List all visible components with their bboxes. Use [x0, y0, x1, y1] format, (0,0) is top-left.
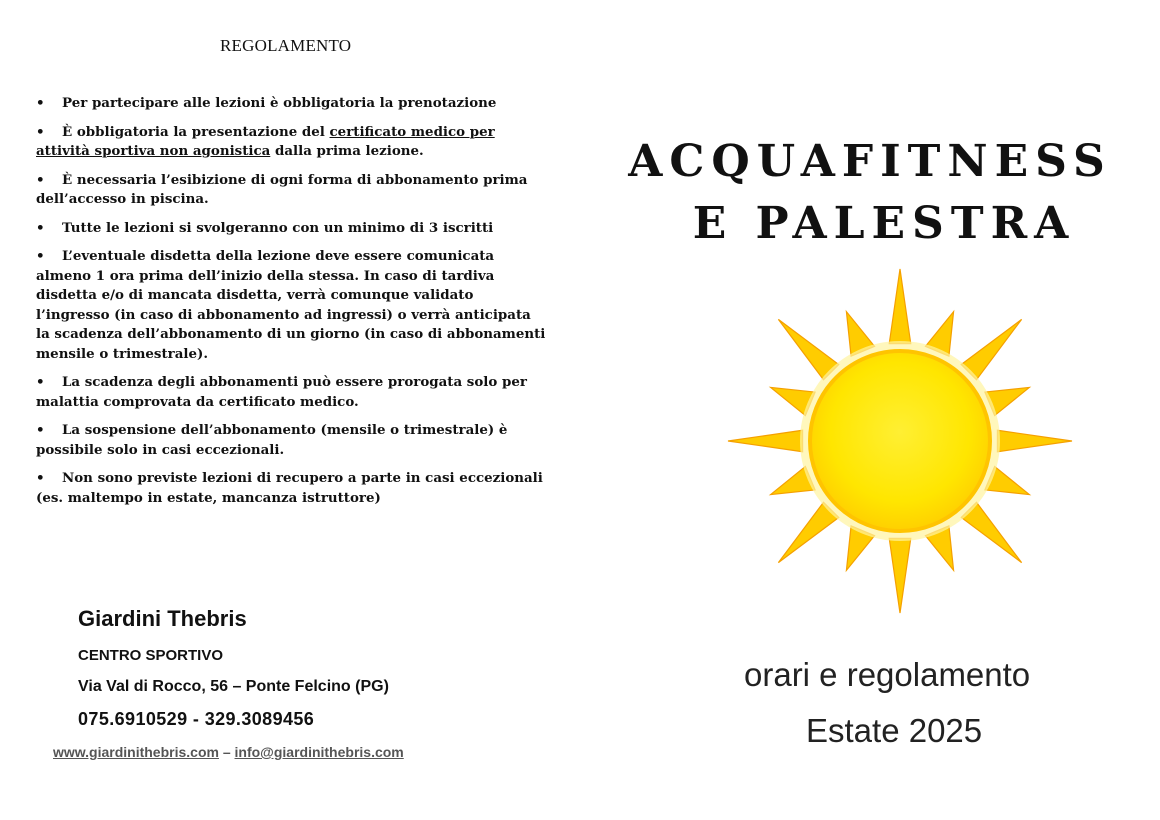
- bullet-icon: •: [36, 171, 45, 188]
- rule-item: • Per partecipare alle lezioni è obbligatoria la prenotazione: [36, 94, 548, 114]
- cover-season: Estate 2025: [806, 712, 983, 749]
- sun-core: [810, 351, 990, 531]
- bullet-icon: •: [36, 422, 45, 438]
- contact-links: [53, 744, 404, 760]
- venue-address: Via Val di Rocco, 56 – Ponte Felcino (PG): [78, 678, 389, 695]
- rule-item: • È obbligatoria la presentazione del certificato medico per attività sportiva non agonistica dalla prima lezione.: [36, 123, 495, 159]
- rule-item: • Tutte le lezioni si svolgeranno con un minimo di 3 iscritti: [36, 219, 548, 239]
- sun-icon: [725, 266, 1075, 616]
- email-link[interactable]: info@giardinithebris.com: [234, 744, 404, 760]
- bullet-icon: •: [36, 123, 45, 140]
- sun-ray: [728, 430, 803, 452]
- bullet-icon: •: [36, 248, 45, 264]
- bullet-icon: •: [36, 374, 45, 390]
- rule-item: • È necessaria l’esibizione di ogni forma di abbonamento prima dell’accesso in piscina.: [36, 171, 528, 207]
- cover-subtitle: orari e regolamento: [744, 656, 1031, 693]
- regolamento-title: REGOLAMENTO: [220, 36, 352, 55]
- certificate-requirement: certificato medico per attività sportiva non agonistica: [36, 123, 495, 159]
- bullet-icon: •: [36, 95, 45, 111]
- venue-name: Giardini Thebris: [78, 606, 247, 631]
- website-link[interactable]: www.giardinithebris.com: [53, 744, 219, 760]
- bullet-icon: •: [36, 470, 45, 486]
- venue-phones: 075.6910529 - 329.3089456: [78, 709, 315, 729]
- venue-subtitle: CENTRO SPORTIVO: [78, 647, 224, 664]
- rule-item: • La scadenza degli abbonamenti può essere prorogata solo per malattia comprovata da certificato medico.: [36, 374, 527, 410]
- cover-page: [580, 0, 1160, 820]
- link-separator: –: [222, 744, 231, 760]
- rule-item: • L’eventuale disdetta della lezione deve essere comunicata almeno 1 ora prima dell’inizio della stessa. In caso di tardiva disdetta e/o di mancata disdetta, verrà comunque validato l’ingresso (in caso di abbonamento ad ingressi) o verrà anticipata la scadenza dell’abbonamento di un giorno (in caso di abbonamenti mensile o trimestrale).: [36, 248, 546, 362]
- contact-block: [78, 604, 389, 730]
- headline-line-1: ACQUAFITNESS: [628, 136, 1112, 187]
- headline-line-2: E PALESTRA: [692, 198, 1076, 249]
- sun-ray: [997, 430, 1072, 452]
- rules-list: [36, 94, 548, 517]
- sun-ray: [889, 538, 911, 613]
- rule-item: • Non sono previste lezioni di recupero a parte in casi eccezionali (es. maltempo in estate, mancanza istruttore): [36, 470, 543, 506]
- rule-item: • La sospensione dell’abbonamento (mensile o trimestrale) è possibile solo in casi eccezionali.: [36, 422, 508, 458]
- sun-ray: [889, 269, 911, 344]
- bullet-icon: •: [36, 219, 45, 236]
